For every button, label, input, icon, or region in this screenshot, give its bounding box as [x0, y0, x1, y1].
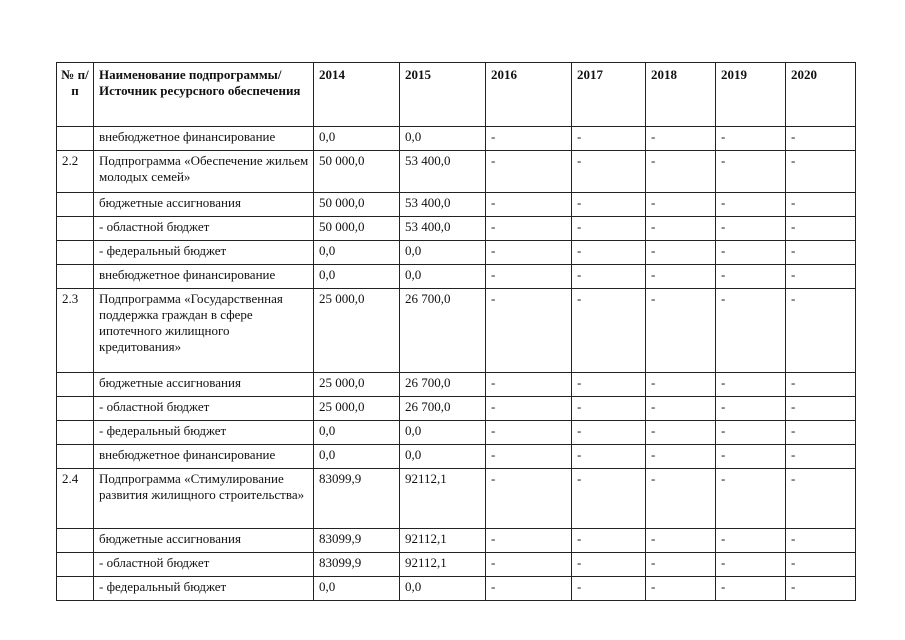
value-cell: -: [786, 421, 856, 445]
value-cell: -: [646, 241, 716, 265]
value-cell: 83099,9: [314, 529, 400, 553]
value-cell: -: [786, 193, 856, 217]
row-name: Подпрограмма «Обеспечение жильем молодых семей»: [94, 151, 314, 193]
value-cell: -: [786, 373, 856, 397]
table-row: [57, 373, 856, 397]
header-year: 2017: [572, 63, 646, 127]
header-year: 2018: [646, 63, 716, 127]
value-cell: 0,0: [314, 445, 400, 469]
table-row: [57, 241, 856, 265]
value-cell: 26 700,0: [400, 373, 486, 397]
value-cell: -: [716, 289, 786, 373]
row-name: - федеральный бюджет: [94, 577, 314, 601]
row-name: Подпрограмма «Государственная поддержка граждан в сфере ипотечного жилищного кредитования»: [94, 289, 314, 373]
value-cell: -: [646, 577, 716, 601]
value-cell: 0,0: [400, 445, 486, 469]
value-cell: -: [716, 421, 786, 445]
row-name: Подпрограмма «Стимулирование развития жилищного строительства»: [94, 469, 314, 529]
value-cell: 0,0: [314, 265, 400, 289]
row-name: внебюджетное финансирование: [94, 445, 314, 469]
value-cell: -: [646, 127, 716, 151]
value-cell: 0,0: [400, 421, 486, 445]
value-cell: -: [716, 469, 786, 529]
value-cell: -: [572, 445, 646, 469]
table-row: [57, 127, 856, 151]
value-cell: -: [572, 469, 646, 529]
value-cell: -: [646, 217, 716, 241]
row-number: [57, 241, 94, 265]
value-cell: -: [786, 445, 856, 469]
value-cell: -: [572, 241, 646, 265]
value-cell: -: [486, 265, 572, 289]
value-cell: -: [716, 397, 786, 421]
value-cell: -: [646, 289, 716, 373]
row-name: внебюджетное финансирование: [94, 127, 314, 151]
table-row: [57, 397, 856, 421]
value-cell: -: [486, 127, 572, 151]
value-cell: -: [716, 373, 786, 397]
value-cell: -: [486, 241, 572, 265]
row-number: [57, 265, 94, 289]
value-cell: -: [486, 373, 572, 397]
row-name: внебюджетное финансирование: [94, 265, 314, 289]
value-cell: -: [646, 151, 716, 193]
row-name: - областной бюджет: [94, 553, 314, 577]
value-cell: -: [572, 127, 646, 151]
value-cell: -: [786, 127, 856, 151]
row-number: [57, 529, 94, 553]
value-cell: -: [786, 217, 856, 241]
value-cell: -: [486, 421, 572, 445]
value-cell: 26 700,0: [400, 397, 486, 421]
value-cell: -: [786, 553, 856, 577]
value-cell: 92112,1: [400, 469, 486, 529]
value-cell: -: [786, 241, 856, 265]
row-name: бюджетные ассигнования: [94, 529, 314, 553]
value-cell: -: [786, 265, 856, 289]
value-cell: 0,0: [400, 241, 486, 265]
value-cell: 25 000,0: [314, 373, 400, 397]
value-cell: -: [572, 553, 646, 577]
row-number: [57, 445, 94, 469]
value-cell: -: [572, 421, 646, 445]
row-number: [57, 193, 94, 217]
value-cell: -: [486, 553, 572, 577]
table-row: [57, 217, 856, 241]
row-number: [57, 421, 94, 445]
value-cell: 0,0: [400, 265, 486, 289]
value-cell: -: [486, 469, 572, 529]
value-cell: -: [646, 469, 716, 529]
value-cell: -: [716, 127, 786, 151]
value-cell: -: [716, 193, 786, 217]
value-cell: -: [572, 217, 646, 241]
row-number: [57, 577, 94, 601]
value-cell: -: [716, 529, 786, 553]
value-cell: 53 400,0: [400, 217, 486, 241]
value-cell: -: [786, 529, 856, 553]
value-cell: -: [716, 553, 786, 577]
row-name: - федеральный бюджет: [94, 421, 314, 445]
value-cell: -: [572, 193, 646, 217]
table-row: [57, 193, 856, 217]
value-cell: 0,0: [400, 577, 486, 601]
value-cell: -: [716, 265, 786, 289]
row-number: [57, 217, 94, 241]
budget-table: [56, 62, 856, 601]
row-number: [57, 397, 94, 421]
value-cell: 92112,1: [400, 529, 486, 553]
value-cell: -: [786, 289, 856, 373]
value-cell: -: [486, 445, 572, 469]
header-year: 2016: [486, 63, 572, 127]
value-cell: -: [486, 397, 572, 421]
value-cell: -: [786, 397, 856, 421]
row-name: бюджетные ассигнования: [94, 193, 314, 217]
value-cell: -: [486, 193, 572, 217]
row-number: 2.2: [57, 151, 94, 193]
value-cell: 25 000,0: [314, 397, 400, 421]
value-cell: 53 400,0: [400, 193, 486, 217]
value-cell: -: [486, 289, 572, 373]
value-cell: -: [786, 469, 856, 529]
value-cell: 50 000,0: [314, 151, 400, 193]
value-cell: -: [646, 421, 716, 445]
header-name: Наименование подпрограммы/ Источник ресурсного обеспечения: [94, 63, 314, 127]
value-cell: -: [716, 445, 786, 469]
value-cell: -: [716, 151, 786, 193]
row-name: - областной бюджет: [94, 397, 314, 421]
row-number: [57, 373, 94, 397]
value-cell: -: [572, 373, 646, 397]
value-cell: 53 400,0: [400, 151, 486, 193]
value-cell: -: [572, 529, 646, 553]
value-cell: 50 000,0: [314, 217, 400, 241]
value-cell: -: [486, 529, 572, 553]
row-name: бюджетные ассигнования: [94, 373, 314, 397]
value-cell: 26 700,0: [400, 289, 486, 373]
value-cell: -: [646, 445, 716, 469]
row-number: [57, 553, 94, 577]
value-cell: -: [716, 577, 786, 601]
table-row: [57, 553, 856, 577]
value-cell: 0,0: [314, 241, 400, 265]
value-cell: -: [646, 193, 716, 217]
table-row: [57, 529, 856, 553]
value-cell: 25 000,0: [314, 289, 400, 373]
header-year: 2019: [716, 63, 786, 127]
table-row: [57, 289, 856, 373]
header-year: 2015: [400, 63, 486, 127]
value-cell: 83099,9: [314, 553, 400, 577]
value-cell: -: [486, 577, 572, 601]
value-cell: -: [572, 397, 646, 421]
value-cell: -: [646, 553, 716, 577]
row-number: 2.3: [57, 289, 94, 373]
value-cell: -: [572, 151, 646, 193]
value-cell: -: [716, 241, 786, 265]
value-cell: -: [572, 265, 646, 289]
value-cell: -: [572, 289, 646, 373]
value-cell: -: [646, 373, 716, 397]
table-row: [57, 469, 856, 529]
value-cell: -: [646, 265, 716, 289]
value-cell: -: [486, 217, 572, 241]
value-cell: -: [786, 151, 856, 193]
header-year: 2014: [314, 63, 400, 127]
value-cell: 83099,9: [314, 469, 400, 529]
value-cell: 0,0: [314, 127, 400, 151]
table-row: [57, 577, 856, 601]
value-cell: 50 000,0: [314, 193, 400, 217]
table-row: [57, 151, 856, 193]
value-cell: -: [486, 151, 572, 193]
value-cell: 92112,1: [400, 553, 486, 577]
header-year: 2020: [786, 63, 856, 127]
value-cell: -: [646, 529, 716, 553]
value-cell: 0,0: [314, 421, 400, 445]
table-header-row: [57, 63, 856, 127]
row-name: - федеральный бюджет: [94, 241, 314, 265]
header-num: № п/п: [57, 63, 94, 127]
row-name: - областной бюджет: [94, 217, 314, 241]
value-cell: -: [646, 397, 716, 421]
value-cell: 0,0: [314, 577, 400, 601]
table-row: [57, 421, 856, 445]
value-cell: -: [572, 577, 646, 601]
value-cell: 0,0: [400, 127, 486, 151]
table-row: [57, 445, 856, 469]
row-number: [57, 127, 94, 151]
row-number: 2.4: [57, 469, 94, 529]
value-cell: -: [716, 217, 786, 241]
value-cell: -: [786, 577, 856, 601]
table-body: [57, 127, 856, 601]
table-row: [57, 265, 856, 289]
